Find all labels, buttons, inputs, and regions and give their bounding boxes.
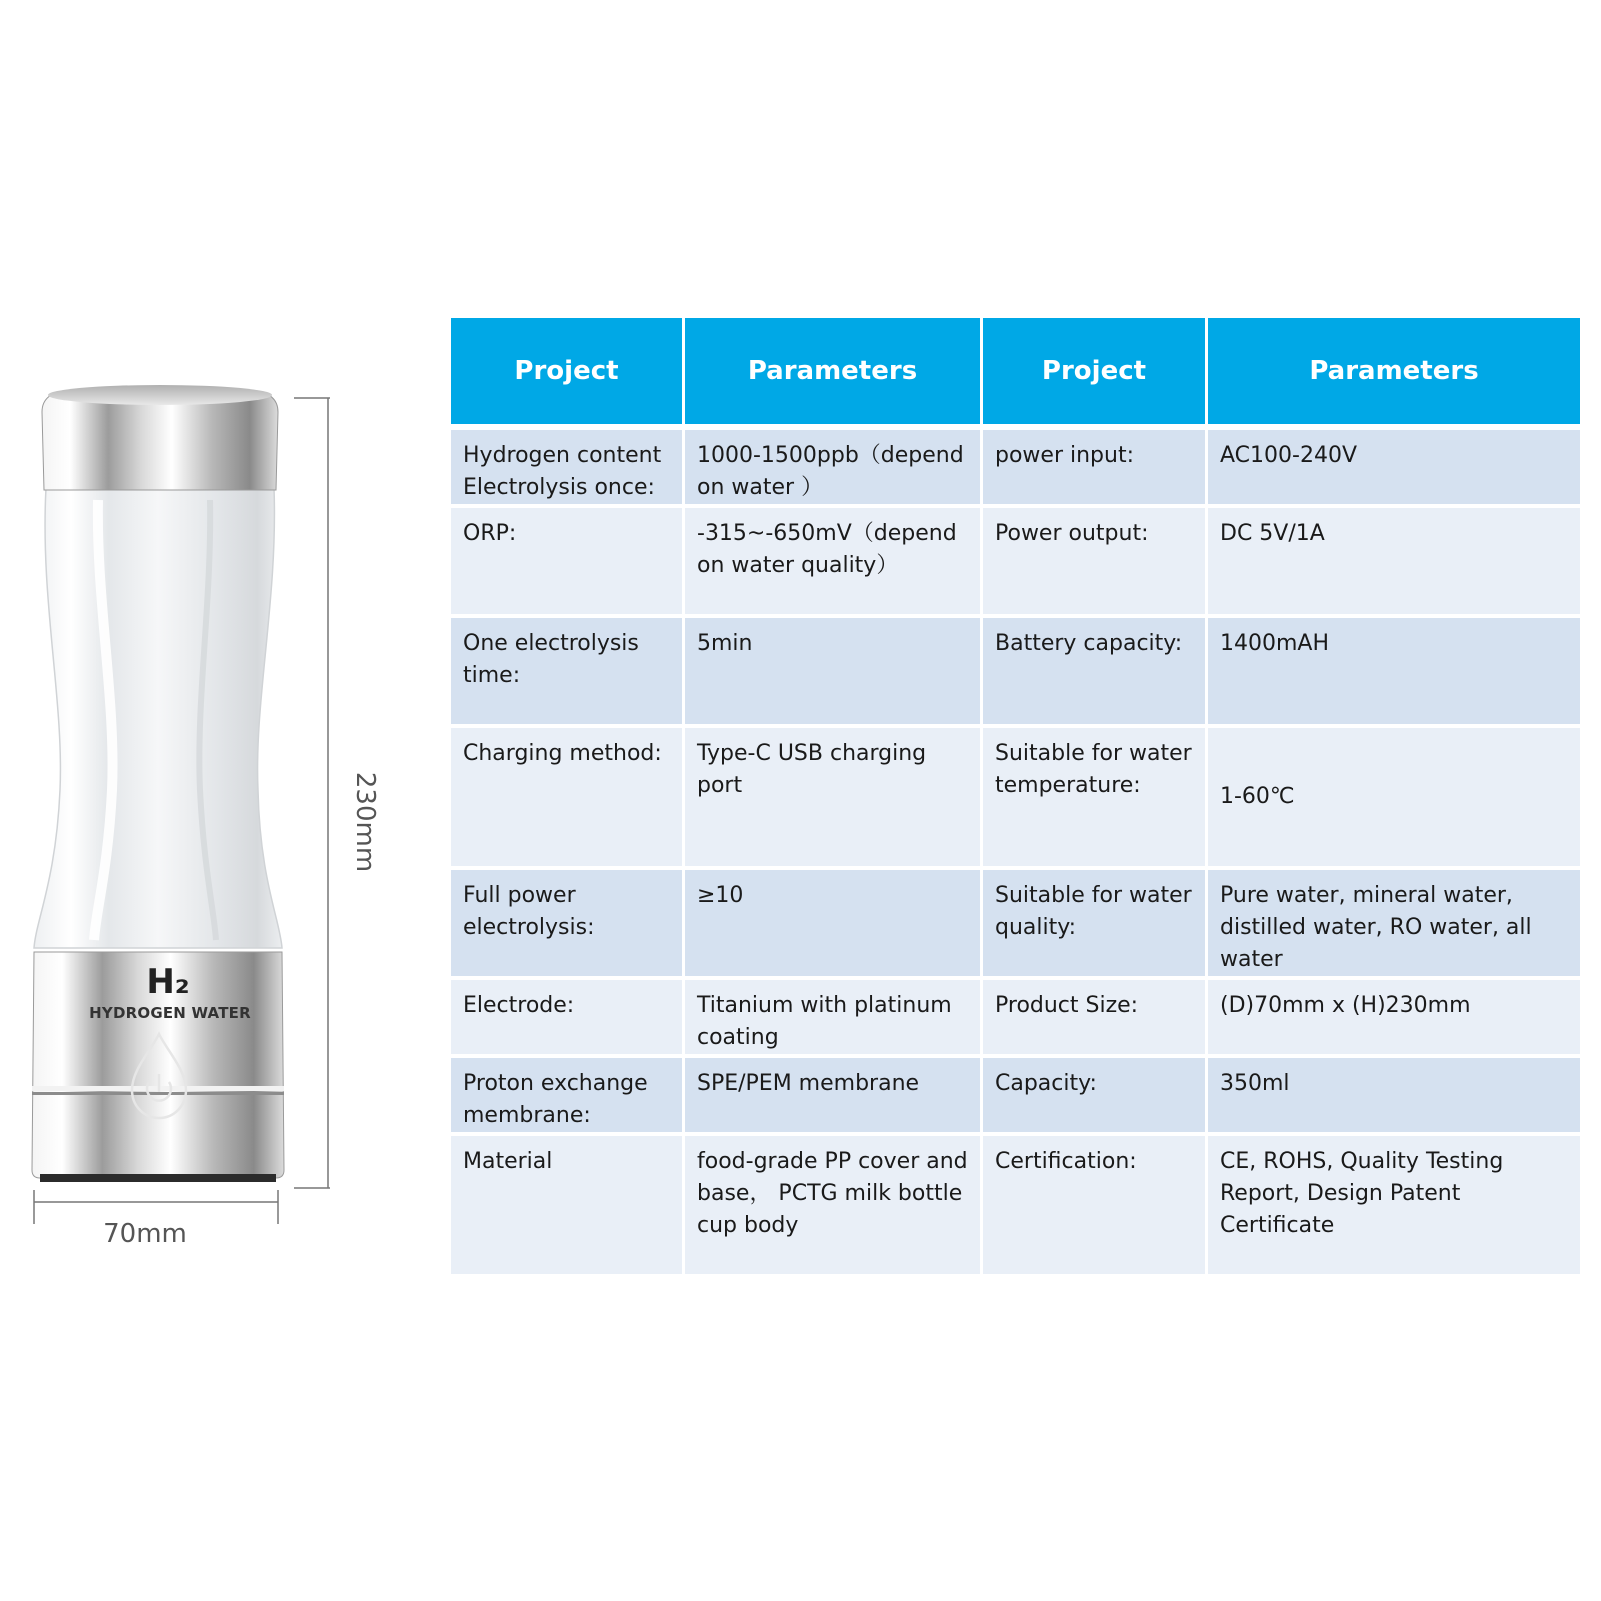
height-label: 230mm: [350, 771, 380, 873]
table-cell: (D)70mm x (H)230mm: [1207, 978, 1582, 1056]
table-cell: Capacity:: [982, 1056, 1207, 1134]
table-cell: Electrode:: [450, 978, 684, 1056]
table-cell: Battery capacity:: [982, 616, 1207, 726]
height-dimension-line: [294, 398, 330, 1188]
table-row: [450, 726, 1582, 868]
brand-name: HYDROGEN WATER: [89, 1004, 251, 1022]
header-parameters: Parameters: [684, 318, 982, 427]
width-label: 70mm: [103, 1219, 187, 1249]
table-row: [450, 506, 1582, 616]
table-row: [450, 978, 1582, 1056]
table-cell: 5min: [684, 616, 982, 726]
table-cell: ORP:: [450, 506, 684, 616]
table-cell: SPE/PEM membrane: [684, 1056, 982, 1134]
spec-table: [448, 318, 1583, 1278]
product-figure: [0, 0, 430, 1601]
table-cell: Power output:: [982, 506, 1207, 616]
table-cell: 1000-1500ppb（depend on water ）: [684, 427, 982, 506]
table-cell: One electrolysis time:: [450, 616, 684, 726]
table-cell: Suitable for water temperature:: [982, 726, 1207, 868]
table-cell: CE, ROHS, Quality Testing Report, Design Patent Certificate: [1207, 1134, 1582, 1276]
table-cell: Certification:: [982, 1134, 1207, 1276]
header-project: Project: [982, 318, 1207, 427]
table-cell: DC 5V/1A: [1207, 506, 1582, 616]
table-cell: AC100-240V: [1207, 427, 1582, 506]
table-cell: -315~-650mV（depend on water quality）: [684, 506, 982, 616]
brand-symbol: H₂: [146, 962, 190, 1002]
table-cell: power input:: [982, 427, 1207, 506]
table-row: [450, 868, 1582, 978]
table-cell: Hydrogen content Electrolysis once:: [450, 427, 684, 506]
table-cell: ≥10: [684, 868, 982, 978]
table-cell: Suitable for water quality:: [982, 868, 1207, 978]
table-header-row: [450, 318, 1582, 427]
table-cell: Charging method:: [450, 726, 684, 868]
table-row: [450, 1134, 1582, 1276]
bottle-glass: [34, 488, 282, 948]
table-cell: Proton exchange membrane:: [450, 1056, 684, 1134]
table-cell: Type-C USB charging port: [684, 726, 982, 868]
table-row: [450, 1056, 1582, 1134]
table-row: [450, 616, 1582, 726]
table-cell: Pure water, mineral water, distilled water, RO water, all water: [1207, 868, 1582, 978]
table-cell: Titanium with platinum coating: [684, 978, 982, 1056]
header-parameters: Parameters: [1207, 318, 1582, 427]
table-row: [450, 427, 1582, 506]
table-cell: food-grade PP cover and base， PCTG milk bottle cup body: [684, 1134, 982, 1276]
table-cell: Product Size:: [982, 978, 1207, 1056]
table-cell: Full power electrolysis:: [450, 868, 684, 978]
table-cell: 1400mAH: [1207, 616, 1582, 726]
table-cell: 350ml: [1207, 1056, 1582, 1134]
header-project: Project: [450, 318, 684, 427]
table-cell: 1-60℃: [1207, 726, 1582, 868]
table-cell: Material: [450, 1134, 684, 1276]
